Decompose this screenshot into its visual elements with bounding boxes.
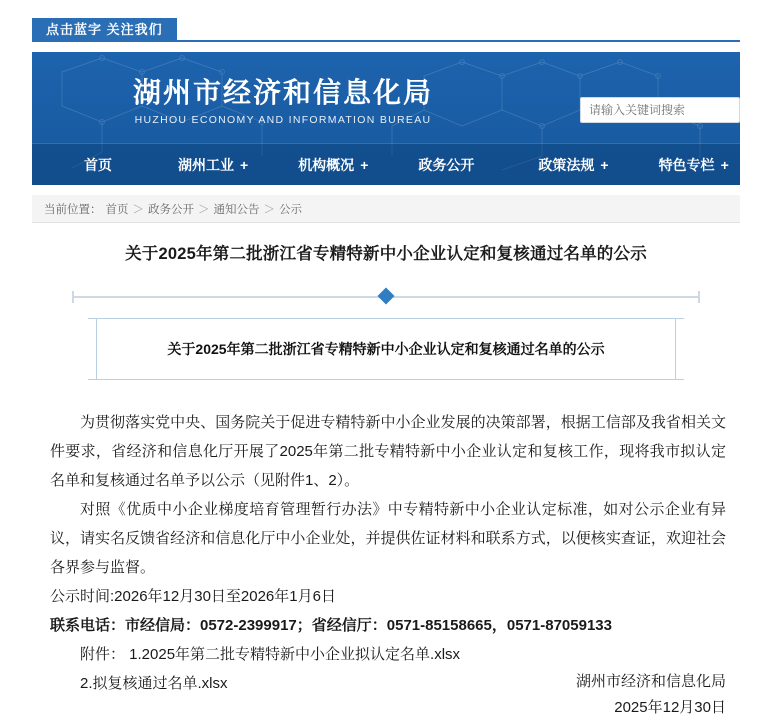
nav-label-policy: 政策法规 (538, 156, 595, 173)
attachment-1[interactable]: 附件： 1.2025年第二批专精特新中小企业拟认定名单.xlsx (80, 646, 461, 663)
plus-icon: + (240, 156, 249, 173)
breadcrumb-item-notice[interactable]: 通知公告 (213, 203, 260, 216)
nav-label-home: 首页 (84, 156, 112, 173)
nav-item-policy[interactable] (534, 155, 612, 175)
contact-info: 联系电话：市经信局：0572-2399917；省经信厅：0571-85158665，0571-87059133 (50, 617, 612, 634)
article-body (50, 408, 726, 698)
highlight-title: 关于2025年第二批浙江省专精特新中小企业认定和复核通过名单的公示 (167, 341, 605, 357)
breadcrumb-item-home[interactable]: 首页 (105, 203, 129, 216)
nav-item-special[interactable] (655, 155, 733, 175)
breadcrumb-item-public[interactable]: 公示 (279, 203, 302, 216)
signature-unit: 湖州市经济和信息化局 (575, 673, 726, 690)
attachment-2[interactable]: 2.拟复核通过名单.xlsx (80, 675, 228, 692)
nav-item-industry[interactable] (174, 155, 252, 175)
plus-icon: + (600, 156, 609, 173)
breadcrumb-separator: ＞ (198, 203, 210, 216)
breadcrumb-item-affairs[interactable]: 政务公开 (148, 203, 194, 216)
page-title: 关于2025年第二批浙江省专精特新中小企业认定和复核通过名单的公示 (125, 245, 647, 263)
nav-item-home[interactable] (80, 155, 116, 175)
nav-label-special: 特色专栏 (658, 156, 715, 173)
title-divider (72, 296, 700, 298)
main-nav (32, 143, 740, 185)
divider-left-cap (72, 291, 74, 303)
banner-title-group (118, 76, 448, 126)
breadcrumb-separator: ＞ (132, 203, 144, 216)
paragraph-1: 为贯彻落实党中央、国务院关于促进专精特新中小企业发展的决策部署，根据工信部及我省相关文件要求，省经济和信息化厅开展了2025年第二批专精特新中小企业认定和复核工作，现将我市拟认定名单和复核通过名单予以公示（见附件1、2）。 (50, 414, 726, 489)
nav-label-overview: 机构概况 (298, 156, 355, 173)
follow-us-tab[interactable]: 点击蓝字 关注我们 (32, 18, 177, 42)
nav-label-industry: 湖州工业 (178, 156, 234, 173)
plus-icon: + (360, 156, 369, 173)
site-title-en: HUZHOU ECONOMY AND INFORMATION BUREAU (134, 114, 432, 126)
highlight-box (88, 318, 684, 380)
breadcrumb-separator: ＞ (263, 203, 275, 216)
breadcrumb-prefix: 当前位置： (44, 203, 102, 216)
site-banner (32, 52, 740, 185)
site-title-cn: 湖州市经济和信息化局 (132, 77, 433, 108)
paragraph-2: 对照《优质中小企业梯度培育管理暂行办法》中专精特新中小企业认定标准，如对公示企业有异议，请实名反馈省经济和信息化厅中小企业处，并提供佐证材料和联系方式，以便核实查证，欢迎社会各界参与监督。 (50, 501, 726, 576)
divider-right-cap (698, 291, 700, 303)
public-time: 公示时间:2026年12月30日至2026年1月6日 (50, 588, 336, 605)
search-box[interactable] (580, 97, 740, 123)
nav-item-affairs[interactable] (414, 155, 478, 175)
breadcrumb (32, 195, 740, 223)
diamond-icon (378, 288, 395, 305)
top-follow-bar (32, 18, 740, 42)
signature-date: 2025年12月30日 (614, 699, 726, 716)
nav-label-affairs: 政务公开 (418, 156, 475, 173)
nav-item-overview[interactable] (294, 155, 372, 175)
search-input[interactable] (581, 98, 739, 122)
plus-icon: + (720, 156, 729, 173)
